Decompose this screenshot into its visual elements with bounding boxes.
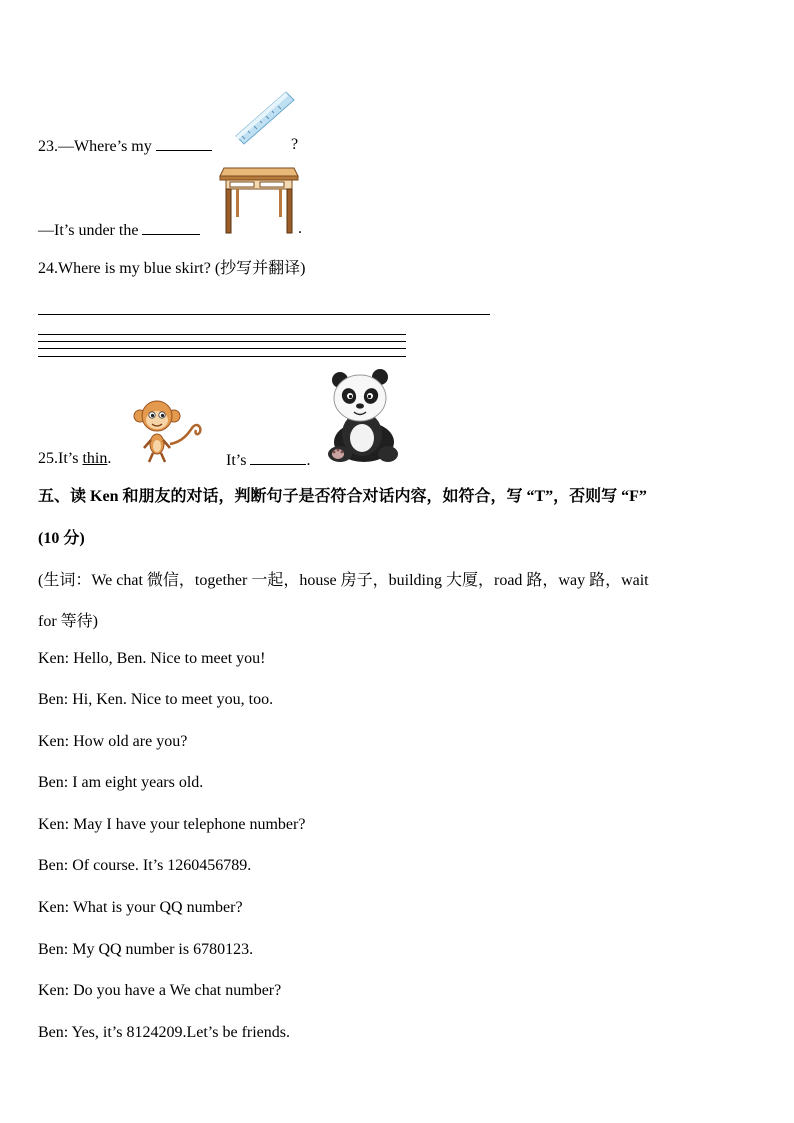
q25-second-prefix: It’s (226, 452, 247, 469)
q25-line (38, 450, 111, 468)
q25-second (226, 450, 310, 470)
q24-writing-line-4[interactable] (38, 356, 406, 357)
section5-score: (10 分) (38, 530, 85, 547)
q23-line1 (38, 136, 212, 156)
dialogue-line: Ben: Yes, it’s 8124209.Let’s be friends. (38, 1024, 290, 1041)
section5-heading-b: Ken (90, 488, 119, 505)
q24-prompt: 24.Where is my blue skirt? (抄写并翻译) (38, 260, 306, 277)
section5-vocab-line1: (生词：We chat 微信，together 一起，house 房子，building 大厦，road 路，way 路，wait (38, 572, 649, 589)
q25-dot: . (107, 450, 112, 467)
dialogue-line: Ken: May I have your telephone number? (38, 816, 306, 833)
dialogue-line: Ken: What is your QQ number? (38, 899, 243, 916)
q25-blank[interactable] (250, 450, 306, 465)
section5-heading-a: 五、读 (38, 488, 91, 505)
q25-word: thin (82, 450, 108, 467)
section5-heading-c: 和朋友的对话，判断句子是否符合对话内容，如符合，写 “T”，否则写 “F” (118, 488, 647, 505)
q25-prefix: 25.It’s (38, 450, 83, 467)
q23-blank-1[interactable] (156, 136, 212, 151)
q24-writing-line-2[interactable] (38, 341, 406, 342)
ruler-icon (232, 88, 296, 146)
q23-line1-prefix: 23.—Where’s my (38, 138, 152, 155)
q25-second-suffix: . (306, 452, 311, 469)
desk-icon (218, 160, 300, 234)
q24-writing-line-3[interactable] (38, 348, 406, 349)
section5-heading (38, 483, 647, 506)
monkey-icon (130, 398, 206, 464)
dialogue-line: Ben: My QQ number is 6780123. (38, 941, 254, 958)
dialogue-line: Ken: Hello, Ben. Nice to meet you! (38, 650, 266, 667)
dialogue-line: Ben: I am eight years old. (38, 774, 204, 791)
section5-vocab-line2: for 等待) (38, 613, 98, 630)
q23-line2-prefix: —It’s under the (38, 222, 139, 239)
q23-blank-2[interactable] (142, 220, 200, 235)
dialogue-line: Ben: Of course. It’s 1260456789. (38, 857, 252, 874)
dialogue-line: Ben: Hi, Ken. Nice to meet you, too. (38, 691, 274, 708)
q23-line2-suffix: . (298, 220, 302, 237)
q24-answer-line[interactable] (38, 314, 490, 315)
q24-writing-line-1[interactable] (38, 334, 406, 335)
dialogue-line: Ken: How old are you? (38, 733, 188, 750)
q23-line2 (38, 220, 200, 240)
q23-line1-suffix: ? (291, 136, 299, 153)
panda-icon (322, 368, 404, 464)
dialogue-line: Ken: Do you have a We chat number? (38, 982, 282, 999)
